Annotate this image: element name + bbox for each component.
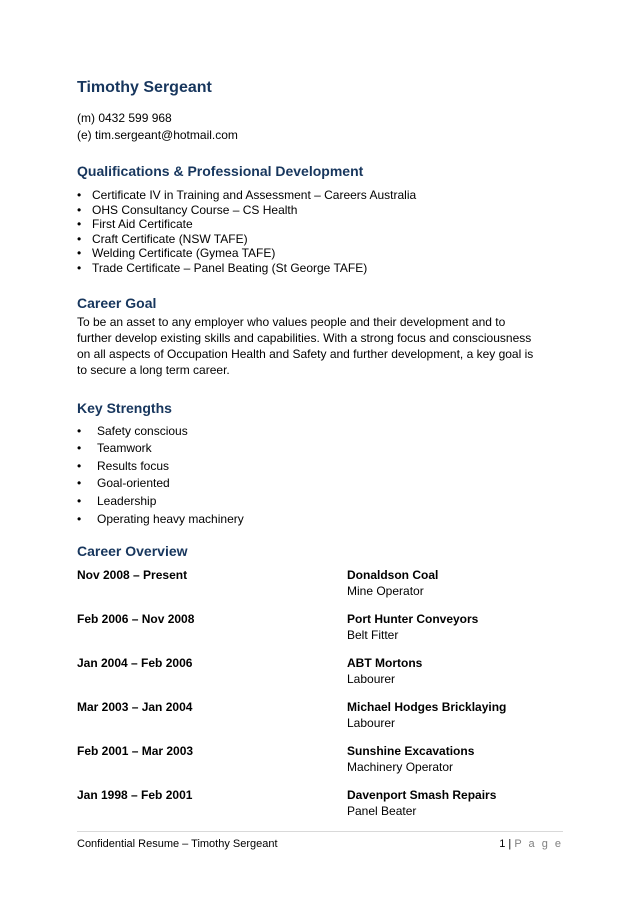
career-overview-list bbox=[77, 567, 563, 831]
job-dates: Feb 2001 – Mar 2003 bbox=[77, 744, 194, 759]
strength-item: • Teamwork bbox=[77, 440, 563, 458]
job-entry bbox=[77, 567, 563, 611]
qualification-item: • Trade Certificate – Panel Beating (St George TAFE) bbox=[77, 261, 563, 276]
qualification-item: • Certificate IV in Training and Assessment – Careers Australia bbox=[77, 188, 563, 203]
job-role: Machinery Operator bbox=[347, 760, 454, 775]
resume-name: Timothy Sergeant bbox=[77, 79, 212, 96]
page-label: P a g e bbox=[514, 838, 563, 850]
career-goal-heading: Career Goal bbox=[77, 294, 157, 311]
qualifications-list bbox=[77, 188, 563, 276]
job-role: Mine Operator bbox=[347, 584, 424, 599]
qualification-item: • OHS Consultancy Course – CS Health bbox=[77, 203, 563, 218]
job-role: Belt Fitter bbox=[347, 628, 399, 643]
strength-item: • Goal-oriented bbox=[77, 475, 563, 493]
job-dates: Nov 2008 – Present bbox=[77, 568, 188, 583]
page-separator: | bbox=[505, 838, 515, 850]
resume-page bbox=[77, 78, 563, 831]
qualification-item: • Welding Certificate (Gymea TAFE) bbox=[77, 246, 563, 261]
job-company: ABT Mortons bbox=[347, 656, 423, 671]
job-company: Davenport Smash Repairs bbox=[347, 788, 497, 803]
job-company: Sunshine Excavations bbox=[347, 744, 475, 759]
strength-item: • Leadership bbox=[77, 493, 563, 511]
strength-item: • Safety conscious bbox=[77, 423, 563, 441]
job-entry bbox=[77, 699, 563, 743]
key-strengths-heading: Key Strengths bbox=[77, 399, 172, 416]
job-company: Donaldson Coal bbox=[347, 568, 439, 583]
qualification-item: • First Aid Certificate bbox=[77, 217, 563, 232]
job-dates: Feb 2006 – Nov 2008 bbox=[77, 612, 195, 627]
job-role: Panel Beater bbox=[347, 804, 417, 819]
qualification-item: • Craft Certificate (NSW TAFE) bbox=[77, 232, 563, 247]
mobile-number: (m) 0432 599 968 bbox=[77, 111, 172, 125]
job-entry bbox=[77, 743, 563, 787]
job-role: Labourer bbox=[347, 672, 396, 687]
strength-item: • Operating heavy machinery bbox=[77, 511, 563, 529]
job-entry bbox=[77, 655, 563, 699]
email-address: (e) tim.sergeant@hotmail.com bbox=[77, 128, 238, 142]
job-dates: Jan 1998 – Feb 2001 bbox=[77, 788, 193, 803]
job-role: Labourer bbox=[347, 716, 396, 731]
job-dates: Mar 2003 – Jan 2004 bbox=[77, 700, 193, 715]
job-company: Michael Hodges Bricklaying bbox=[347, 700, 507, 715]
strength-item: • Results focus bbox=[77, 458, 563, 476]
career-goal-text: To be an asset to any employer who values people and their development and to further develop existing skills and capabilities. With a strong focus and consciousness on all aspects of Occupation Health and Safety and further development, a key goal is to secure a long term career. bbox=[77, 314, 534, 377]
job-company: Port Hunter Conveyors bbox=[347, 612, 479, 627]
qualifications-heading: Qualifications & Professional Development bbox=[77, 163, 364, 179]
key-strengths-list bbox=[77, 423, 563, 529]
page-number: 1 bbox=[499, 838, 506, 850]
job-entry bbox=[77, 611, 563, 655]
footer-title: Confidential Resume – Timothy Sergeant bbox=[77, 838, 278, 850]
page-footer bbox=[77, 831, 563, 851]
career-overview-heading: Career Overview bbox=[77, 543, 188, 560]
job-dates: Jan 2004 – Feb 2006 bbox=[77, 656, 193, 671]
job-entry bbox=[77, 787, 563, 831]
footer-page-indicator bbox=[499, 837, 563, 851]
